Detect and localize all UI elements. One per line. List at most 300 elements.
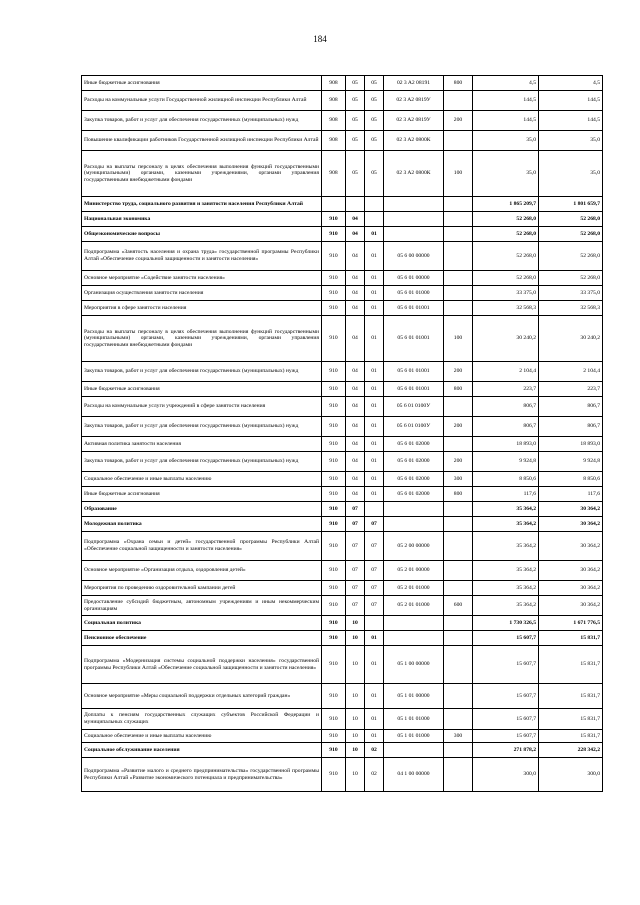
cell-subsection: 01	[365, 286, 384, 301]
cell-sum-year-2: 8 850,6	[539, 472, 603, 487]
cell-target-article: 05 6 01 02000	[384, 472, 444, 487]
cell-sum-year-1: 52 268,0	[473, 227, 539, 242]
cell-section: 04	[346, 417, 365, 437]
table-row	[82, 646, 603, 684]
cell-sum-year-2: 30 364,2	[539, 596, 603, 616]
cell-name: Социальное обеспечение и иные выплаты населению	[82, 472, 322, 487]
cell-subsection: 01	[365, 684, 384, 709]
cell-expense-type: 600	[444, 596, 473, 616]
cell-grbs: 910	[322, 517, 346, 532]
cell-section: 04	[346, 212, 365, 227]
cell-grbs: 910	[322, 561, 346, 581]
cell-name: Мероприятия по проведению оздоровительной кампании детей	[82, 581, 322, 596]
cell-sum-year-2: 2 104,4	[539, 362, 603, 382]
cell-sum-year-1: 2 104,4	[473, 362, 539, 382]
cell-name: Предоставление субсидий бюджетным, автономным учреждениям и иным некоммерческим организациям	[82, 596, 322, 616]
cell-section: 04	[346, 301, 365, 316]
cell-expense-type: 100	[444, 316, 473, 362]
cell-expense-type	[444, 561, 473, 581]
cell-sum-year-2: 806,7	[539, 397, 603, 417]
cell-target-article: 02 3 A2 0819У	[384, 111, 444, 131]
cell-subsection: 01	[365, 227, 384, 242]
cell-grbs: 910	[322, 684, 346, 709]
cell-sum-year-1: 52 268,0	[473, 242, 539, 271]
cell-expense-type	[444, 301, 473, 316]
cell-grbs: 910	[322, 452, 346, 472]
cell-target-article	[384, 502, 444, 517]
cell-name: Закупка товаров, работ и услуг для обеспечения государственных (муниципальных) нужд	[82, 362, 322, 382]
cell-expense-type	[444, 502, 473, 517]
table-body	[82, 76, 603, 792]
cell-sum-year-1: 35 364,2	[473, 596, 539, 616]
cell-sum-year-1: 15 607,7	[473, 631, 539, 646]
cell-target-article: 05 6 01 02000	[384, 452, 444, 472]
cell-target-article: 05 6 01 01001	[384, 301, 444, 316]
cell-section: 05	[346, 91, 365, 111]
cell-expense-type	[444, 709, 473, 730]
table-row	[82, 616, 603, 631]
cell-subsection: 01	[365, 646, 384, 684]
table-row	[82, 382, 603, 397]
cell-name: Образование	[82, 502, 322, 517]
cell-section: 04	[346, 242, 365, 271]
cell-grbs: 908	[322, 91, 346, 111]
cell-target-article	[384, 227, 444, 242]
cell-sum-year-2: 32 568,3	[539, 301, 603, 316]
cell-expense-type	[444, 91, 473, 111]
cell-name: Общеэкономические вопросы	[82, 227, 322, 242]
cell-name: Подпрограмма «Занятость населения и охрана труда» государственной программы Республики Алтай «Обеспечение социальной защищенности и занятости населения»	[82, 242, 322, 271]
table-row	[82, 417, 603, 437]
cell-expense-type	[444, 631, 473, 646]
cell-subsection: 01	[365, 452, 384, 472]
cell-subsection: 02	[365, 758, 384, 792]
cell-section: 04	[346, 472, 365, 487]
cell-grbs: 908	[322, 76, 346, 91]
cell-sum-year-2: 15 831,7	[539, 631, 603, 646]
cell-subsection: 07	[365, 517, 384, 532]
cell-section: 07	[346, 517, 365, 532]
cell-target-article: 05 1 00 00000	[384, 646, 444, 684]
cell-grbs: 910	[322, 532, 346, 561]
cell-name: Расходы на выплаты персоналу в целях обеспечения выполнения функций государственными (муниципальными) органами, казенными учреждениями, органами управления государственными внебюджетными фондами	[82, 151, 322, 197]
cell-sum-year-2: 15 831,7	[539, 730, 603, 743]
cell-grbs: 910	[322, 316, 346, 362]
table-row	[82, 517, 603, 532]
cell-expense-type	[444, 242, 473, 271]
cell-name: Закупка товаров, работ и услуг для обеспечения государственных (муниципальных) нужд	[82, 111, 322, 131]
cell-name: Пенсионное обеспечение	[82, 631, 322, 646]
cell-sum-year-1: 144,5	[473, 111, 539, 131]
cell-subsection: 01	[365, 631, 384, 646]
cell-sum-year-2: 30 364,2	[539, 532, 603, 561]
cell-target-article: 05 6 00 00000	[384, 242, 444, 271]
cell-name: Иные бюджетные ассигнования	[82, 382, 322, 397]
cell-expense-type: 300	[444, 730, 473, 743]
cell-sum-year-2: 52 268,0	[539, 227, 603, 242]
cell-name: Доплаты к пенсиям государственных служащих субъектов Российской Федерации и муниципальных служащих	[82, 709, 322, 730]
cell-section: 10	[346, 730, 365, 743]
cell-subsection: 01	[365, 397, 384, 417]
cell-sum-year-1: 35 364,2	[473, 502, 539, 517]
cell-grbs: 908	[322, 131, 346, 151]
cell-sum-year-2: 30 364,2	[539, 581, 603, 596]
cell-target-article: 05 6 01 01000	[384, 286, 444, 301]
cell-section: 07	[346, 561, 365, 581]
cell-section: 07	[346, 581, 365, 596]
cell-name: Основное мероприятие «Содействие занятости населения»	[82, 271, 322, 286]
cell-section: 04	[346, 362, 365, 382]
cell-subsection: 05	[365, 111, 384, 131]
cell-expense-type	[444, 212, 473, 227]
cell-subsection: 01	[365, 730, 384, 743]
cell-expense-type: 800	[444, 382, 473, 397]
cell-grbs: 910	[322, 397, 346, 417]
cell-sum-year-1: 32 568,3	[473, 301, 539, 316]
cell-sum-year-1: 15 607,7	[473, 646, 539, 684]
cell-name: Основное мероприятие «Меры социальной поддержки отдельных категорий граждан»	[82, 684, 322, 709]
cell-subsection: 01	[365, 472, 384, 487]
cell-section: 10	[346, 758, 365, 792]
cell-sum-year-1: 35 364,2	[473, 561, 539, 581]
cell-section: 05	[346, 111, 365, 131]
cell-sum-year-1: 35,0	[473, 151, 539, 197]
cell-sum-year-2: 806,7	[539, 417, 603, 437]
cell-grbs: 910	[322, 242, 346, 271]
cell-sum-year-2: 33 375,0	[539, 286, 603, 301]
cell-sum-year-2: 30 364,2	[539, 502, 603, 517]
cell-expense-type: 100	[444, 151, 473, 197]
cell-name: Министерство труда, социального развития и занятости населения Республики Алтай	[82, 197, 322, 212]
cell-sum-year-1: 806,7	[473, 397, 539, 417]
cell-sum-year-1: 15 607,7	[473, 730, 539, 743]
cell-target-article	[384, 743, 444, 758]
cell-name: Расходы на коммунальные услуги Государственной жилищной инспекции Республики Алтай	[82, 91, 322, 111]
cell-target-article	[384, 517, 444, 532]
table-row	[82, 227, 603, 242]
cell-target-article: 05 6 01 02000	[384, 437, 444, 452]
table-row	[82, 452, 603, 472]
cell-grbs: 910	[322, 437, 346, 452]
cell-subsection: 05	[365, 76, 384, 91]
cell-section: 04	[346, 316, 365, 362]
cell-section: 04	[346, 437, 365, 452]
cell-grbs: 910	[322, 730, 346, 743]
table-row	[82, 397, 603, 417]
cell-target-article: 05 2 00 00000	[384, 532, 444, 561]
cell-target-article: 02 3 A2 0819У	[384, 91, 444, 111]
cell-target-article: 05 6 01 02000	[384, 487, 444, 502]
cell-subsection: 01	[365, 316, 384, 362]
cell-section: 10	[346, 709, 365, 730]
cell-target-article	[384, 197, 444, 212]
cell-expense-type	[444, 616, 473, 631]
cell-sum-year-1: 1 730 326,5	[473, 616, 539, 631]
cell-subsection: 01	[365, 437, 384, 452]
cell-expense-type	[444, 437, 473, 452]
cell-sum-year-2: 1 801 659,7	[539, 197, 603, 212]
cell-grbs: 910	[322, 646, 346, 684]
cell-sum-year-1: 18 893,0	[473, 437, 539, 452]
cell-sum-year-1: 223,7	[473, 382, 539, 397]
cell-grbs: 910	[322, 631, 346, 646]
cell-subsection	[365, 212, 384, 227]
cell-name: Иные бюджетные ассигнования	[82, 487, 322, 502]
cell-target-article: 02 3 A2 0800К	[384, 131, 444, 151]
cell-target-article	[384, 212, 444, 227]
table-row	[82, 684, 603, 709]
table-row	[82, 242, 603, 271]
cell-expense-type	[444, 227, 473, 242]
table-row	[82, 197, 603, 212]
cell-section: 04	[346, 382, 365, 397]
page-number: 184	[313, 34, 327, 44]
cell-section: 05	[346, 131, 365, 151]
cell-expense-type	[444, 131, 473, 151]
cell-expense-type	[444, 271, 473, 286]
table-row	[82, 131, 603, 151]
cell-sum-year-2: 30 364,2	[539, 517, 603, 532]
table-row	[82, 151, 603, 197]
cell-sum-year-2: 4,5	[539, 76, 603, 91]
cell-name: Социальное обеспечение и иные выплаты населению	[82, 730, 322, 743]
cell-expense-type	[444, 684, 473, 709]
cell-subsection	[365, 616, 384, 631]
cell-subsection: 02	[365, 743, 384, 758]
table-row	[82, 437, 603, 452]
cell-section: 07	[346, 502, 365, 517]
cell-target-article: 05 6 01 01001	[384, 316, 444, 362]
cell-grbs: 910	[322, 743, 346, 758]
table-row	[82, 596, 603, 616]
cell-sum-year-1: 35 364,2	[473, 532, 539, 561]
cell-subsection: 01	[365, 382, 384, 397]
cell-target-article: 02 3 A2 0800К	[384, 151, 444, 197]
cell-expense-type: 200	[444, 111, 473, 131]
cell-subsection: 01	[365, 362, 384, 382]
cell-section: 05	[346, 151, 365, 197]
table-row	[82, 286, 603, 301]
cell-sum-year-2: 9 924,8	[539, 452, 603, 472]
cell-sum-year-1: 35,0	[473, 131, 539, 151]
cell-expense-type	[444, 581, 473, 596]
cell-target-article: 05 1 01 00000	[384, 684, 444, 709]
cell-name: Иные бюджетные ассигнования	[82, 76, 322, 91]
cell-name: Социальная политика	[82, 616, 322, 631]
cell-sum-year-2: 300,0	[539, 758, 603, 792]
cell-target-article: 04 1 00 00000	[384, 758, 444, 792]
cell-target-article: 05 2 01 01000	[384, 581, 444, 596]
cell-sum-year-1: 144,5	[473, 91, 539, 111]
cell-target-article: 05 2 01 00000	[384, 561, 444, 581]
cell-sum-year-2: 1 671 776,5	[539, 616, 603, 631]
cell-sum-year-2: 15 831,7	[539, 709, 603, 730]
cell-name: Мероприятия в сфере занятости населения	[82, 301, 322, 316]
cell-sum-year-2: 18 893,0	[539, 437, 603, 452]
cell-target-article: 02 3 A2 08191	[384, 76, 444, 91]
cell-subsection: 01	[365, 242, 384, 271]
cell-section: 10	[346, 616, 365, 631]
cell-section: 10	[346, 743, 365, 758]
cell-subsection: 01	[365, 709, 384, 730]
table-row	[82, 487, 603, 502]
cell-expense-type	[444, 532, 473, 561]
cell-subsection: 05	[365, 91, 384, 111]
cell-sum-year-2: 52 268,0	[539, 242, 603, 271]
cell-grbs: 910	[322, 472, 346, 487]
cell-subsection: 07	[365, 596, 384, 616]
table-row	[82, 532, 603, 561]
cell-expense-type: 200	[444, 362, 473, 382]
cell-grbs: 910	[322, 227, 346, 242]
table-row	[82, 743, 603, 758]
cell-sum-year-2: 15 831,7	[539, 684, 603, 709]
cell-name: Расходы на коммунальные услуги учреждений в сфере занятости населения	[82, 397, 322, 417]
cell-section: 04	[346, 397, 365, 417]
cell-grbs: 910	[322, 417, 346, 437]
cell-sum-year-1: 35 364,2	[473, 581, 539, 596]
cell-target-article	[384, 616, 444, 631]
cell-sum-year-2: 228 342,2	[539, 743, 603, 758]
cell-sum-year-1: 15 607,7	[473, 684, 539, 709]
cell-subsection: 01	[365, 487, 384, 502]
cell-sum-year-1: 30 240,2	[473, 316, 539, 362]
table-row	[82, 709, 603, 730]
table-row	[82, 758, 603, 792]
cell-expense-type	[444, 758, 473, 792]
cell-section: 04	[346, 487, 365, 502]
table-row	[82, 730, 603, 743]
cell-sum-year-2: 52 268,0	[539, 271, 603, 286]
cell-section: 05	[346, 76, 365, 91]
cell-section: 07	[346, 532, 365, 561]
cell-sum-year-2: 35,0	[539, 151, 603, 197]
cell-target-article: 05 6 01 01001	[384, 362, 444, 382]
table-row	[82, 111, 603, 131]
cell-subsection: 07	[365, 532, 384, 561]
cell-grbs: 910	[322, 382, 346, 397]
cell-grbs: 910	[322, 487, 346, 502]
table-row	[82, 271, 603, 286]
table-row	[82, 212, 603, 227]
cell-subsection: 07	[365, 581, 384, 596]
cell-sum-year-2: 30 240,2	[539, 316, 603, 362]
cell-section: 04	[346, 452, 365, 472]
cell-target-article: 05 6 01 0100У	[384, 397, 444, 417]
cell-sum-year-1: 35 364,2	[473, 517, 539, 532]
cell-sum-year-2: 117,6	[539, 487, 603, 502]
cell-name: Молодежная политика	[82, 517, 322, 532]
table-row	[82, 76, 603, 91]
cell-sum-year-2: 15 831,7	[539, 646, 603, 684]
budget-table	[81, 75, 603, 792]
table-row	[82, 316, 603, 362]
cell-sum-year-1: 271 878,2	[473, 743, 539, 758]
cell-expense-type: 200	[444, 417, 473, 437]
cell-grbs: 910	[322, 271, 346, 286]
cell-sum-year-1: 8 850,6	[473, 472, 539, 487]
cell-subsection: 01	[365, 417, 384, 437]
cell-subsection: 05	[365, 131, 384, 151]
cell-grbs	[322, 197, 346, 212]
cell-section: 07	[346, 596, 365, 616]
cell-expense-type	[444, 743, 473, 758]
cell-expense-type	[444, 517, 473, 532]
cell-sum-year-2: 223,7	[539, 382, 603, 397]
cell-subsection: 01	[365, 301, 384, 316]
cell-sum-year-1: 15 607,7	[473, 709, 539, 730]
cell-name: Подпрограмма «Охрана семьи и детей» государственной программы Республики Алтай «Обеспечение социальной защищенности и занятости населения»	[82, 532, 322, 561]
cell-expense-type	[444, 286, 473, 301]
cell-grbs: 910	[322, 362, 346, 382]
cell-subsection	[365, 197, 384, 212]
cell-expense-type: 200	[444, 452, 473, 472]
cell-expense-type: 300	[444, 472, 473, 487]
cell-sum-year-2: 35,0	[539, 131, 603, 151]
cell-target-article: 05 1 01 01000	[384, 709, 444, 730]
cell-target-article: 05 6 01 01001	[384, 382, 444, 397]
table-row	[82, 472, 603, 487]
cell-name: Подпрограмма «Модернизация системы социальной поддержки населения» государственной программы Республики Алтай «Обеспечение социальной защищенности и занятости населения»	[82, 646, 322, 684]
cell-expense-type: 800	[444, 76, 473, 91]
cell-section	[346, 197, 365, 212]
cell-name: Основное мероприятие «Организация отдыха, оздоровления детей»	[82, 561, 322, 581]
cell-expense-type	[444, 397, 473, 417]
table-row	[82, 502, 603, 517]
cell-name: Повышение квалификации работников Государственной жилищной инспекции Республики Алтай	[82, 131, 322, 151]
cell-grbs: 910	[322, 212, 346, 227]
cell-name: Закупка товаров, работ и услуг для обеспечения государственных (муниципальных) нужд	[82, 452, 322, 472]
table-row	[82, 561, 603, 581]
cell-sum-year-2: 30 364,2	[539, 561, 603, 581]
cell-target-article: 05 1 01 01000	[384, 730, 444, 743]
cell-grbs: 908	[322, 151, 346, 197]
cell-name: Подпрограмма «Развитие малого и среднего предпринимательства» государственной программы Республики Алтай «Развитие экономического потенциала и предпринимательства»	[82, 758, 322, 792]
cell-sum-year-1: 117,6	[473, 487, 539, 502]
cell-sum-year-1: 9 924,8	[473, 452, 539, 472]
cell-name: Активная политика занятости населения	[82, 437, 322, 452]
cell-grbs: 910	[322, 286, 346, 301]
cell-grbs: 908	[322, 111, 346, 131]
cell-name: Национальная экономика	[82, 212, 322, 227]
cell-grbs: 910	[322, 581, 346, 596]
cell-section: 10	[346, 646, 365, 684]
cell-expense-type	[444, 197, 473, 212]
cell-target-article: 05 2 01 01000	[384, 596, 444, 616]
cell-grbs: 910	[322, 596, 346, 616]
cell-subsection: 07	[365, 561, 384, 581]
cell-sum-year-2: 52 268,0	[539, 212, 603, 227]
table-row	[82, 581, 603, 596]
table-row	[82, 631, 603, 646]
cell-sum-year-1: 1 865 209,7	[473, 197, 539, 212]
cell-section: 04	[346, 227, 365, 242]
cell-sum-year-1: 4,5	[473, 76, 539, 91]
cell-sum-year-1: 52 268,0	[473, 212, 539, 227]
cell-grbs: 910	[322, 709, 346, 730]
cell-grbs: 910	[322, 758, 346, 792]
cell-expense-type	[444, 646, 473, 684]
cell-grbs: 910	[322, 502, 346, 517]
cell-target-article: 05 6 01 0100У	[384, 417, 444, 437]
cell-grbs: 910	[322, 616, 346, 631]
cell-section: 04	[346, 271, 365, 286]
table-row	[82, 91, 603, 111]
cell-name: Расходы на выплаты персоналу в целях обеспечения выполнения функций государственными (муниципальными) органами, казенными учреждениями, органами управления государственными внебюджетными фондами	[82, 316, 322, 362]
table-row	[82, 362, 603, 382]
cell-sum-year-1: 33 375,0	[473, 286, 539, 301]
cell-target-article: 05 6 01 00000	[384, 271, 444, 286]
